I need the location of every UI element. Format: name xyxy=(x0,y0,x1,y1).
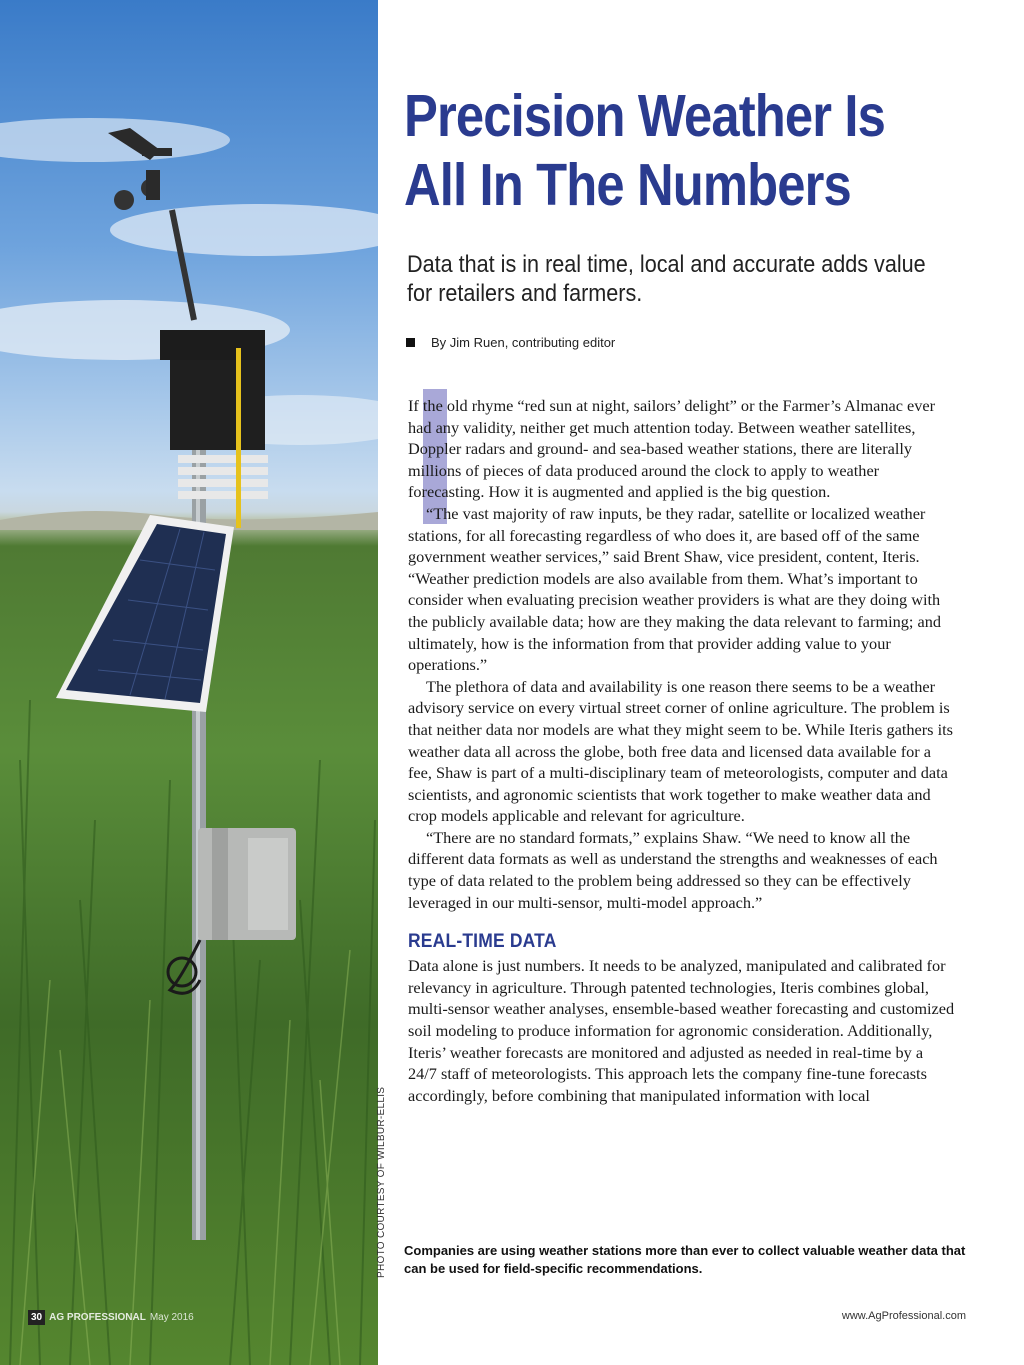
byline-bullet-icon xyxy=(406,338,415,347)
section-heading: REAL-TIME DATA xyxy=(408,931,557,953)
photo-credit: PHOTO COURTESY OF WILBUR-ELLIS xyxy=(376,1086,387,1278)
weather-station-illustration xyxy=(0,0,378,1365)
article-body xyxy=(408,395,956,1106)
section-paragraph: Data alone is just numbers. It needs to be analyzed, manipulated and calibrated for relevancy in agriculture. Through patented technologies, Iteris combines global, multi-sensor weather analyses, ensemble-based weather forecasting and customized soil modeling to produce information for agronomic consideration. Additionally, Iteris’ weather forecasts are monitored and adjusted as needed in real-time by a 24/7 staff of meteorologists. This approach lets the company fine-tune forecasts accordingly, before combining that manipulated information with local xyxy=(408,956,955,1105)
title-line-1: Precision Weather Is xyxy=(404,83,886,149)
body-paragraph: If the old rhyme “red sun at night, sailors’ delight” or the Farmer’s Almanac ever had any validity, neither get much attention today. Between weather satellites, Doppler radars and ground- and sea-based weather stations, there are literally millions of pieces of data produced around the clock to apply to weather forecasting. How it is augmented and applied is the big question. xyxy=(408,396,936,502)
byline xyxy=(406,335,615,350)
byline-text: By Jim Ruen, contributing editor xyxy=(431,335,616,350)
article-subtitle: Data that is in real time, local and accurate adds value for retailers and farmers. xyxy=(407,251,926,307)
page-number: 30 xyxy=(28,1310,45,1325)
title-line-2: All In The Numbers xyxy=(404,152,851,218)
body-paragraph: “The vast majority of raw inputs, be they radar, satellite or localized weather stations, for all forecasting regardless of who does it, are based off of the same government weather services,” said Brent Shaw, vice president, content, Iteris. “Weather prediction models are also available from them. What’s important to consider when evaluating precision weather providers is what are they doing with the publicly available data; how are they making the data relevant to farming; and ultimately, how is the information from that provider adding value to your operations.” xyxy=(408,503,942,675)
website-url: www.AgProfessional.com xyxy=(841,1310,966,1322)
page-footer-left xyxy=(28,1310,194,1325)
photo-caption: Companies are using weather stations more than ever to collect valuable weather data that can be used for field-specific recommendations. xyxy=(404,1243,966,1276)
magazine-name: AG PROFESSIONAL xyxy=(49,1312,146,1323)
issue-date: May 2016 xyxy=(149,1312,194,1323)
body-paragraph: The plethora of data and availability is one reason there seems to be a weather advisory service on every virtual street corner of online agriculture. The problem is that neither data nor models are what they might seem to be. While Iteris gathers its weather data all across the globe, both free data and licensed data available for a fee, Shaw is part of a multi-disciplinary team of meteorologists, computer and data scientists, and agronomic scientists that work together to make weather data and crop models applicable and relevant for agriculture. xyxy=(408,676,953,826)
body-paragraph: “There are no standard formats,” explains Shaw. “We need to know all the different data formats as well as understand the strengths and weaknesses of each type of data related to the problem being addressed so they can be effectively leveraged in our multi-sensor, multi-model approach.” xyxy=(408,827,938,912)
weather-station-photo xyxy=(0,0,378,1365)
article-title xyxy=(404,82,920,220)
